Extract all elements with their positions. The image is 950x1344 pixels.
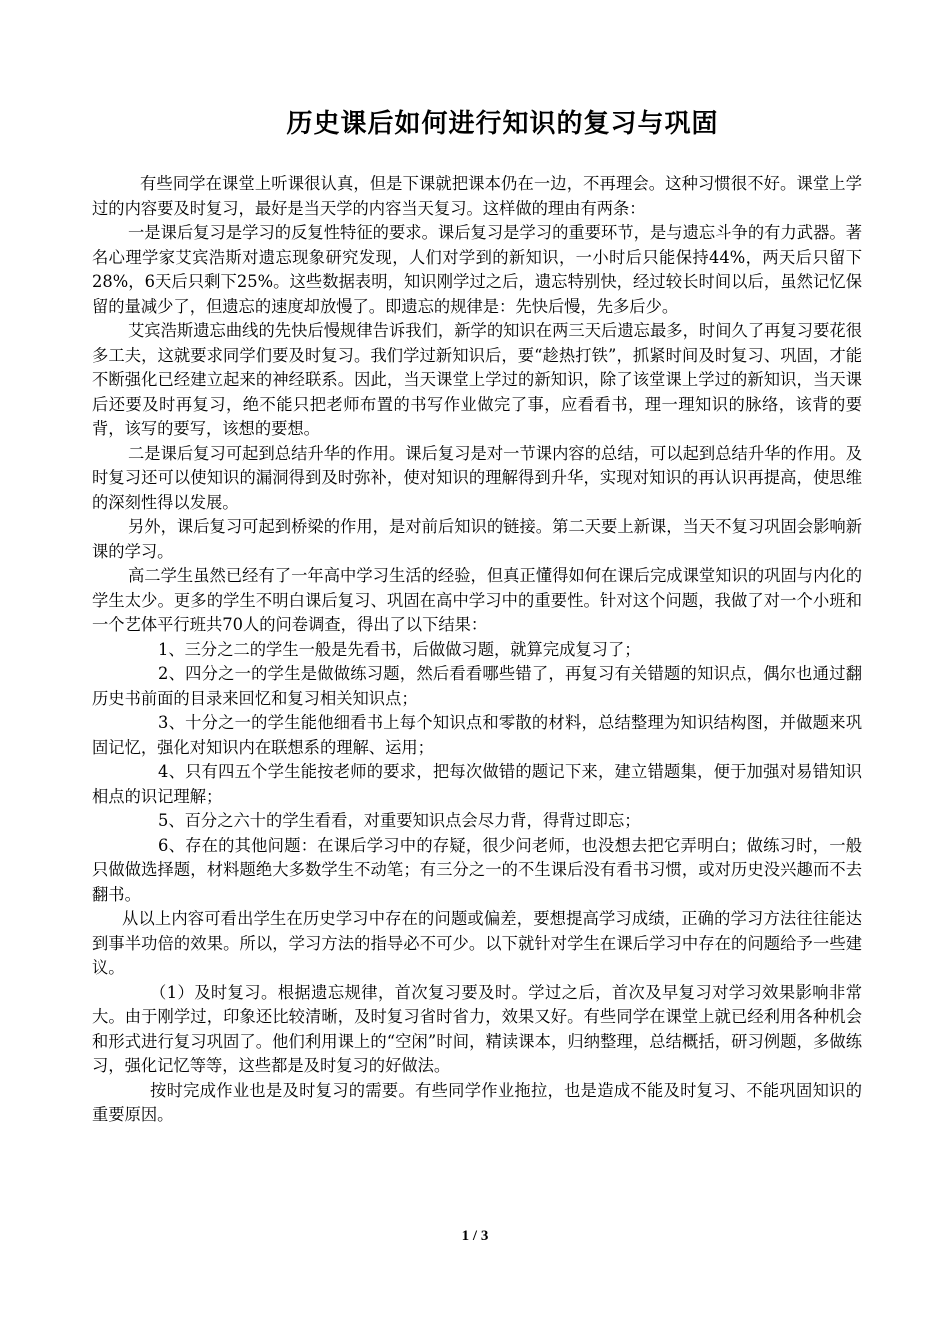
document-body [92,172,862,1128]
paragraph-reason-one: 一是课后复习是学习的反复性特征的要求。课后复习是学习的重要环节，是与遗忘斗争的有力武器。著名心理学家艾宾浩斯对遗忘现象研究发现，人们对学到的新知识，一小时后只能保持44%，两天后只留下28%，6天后只剩下25%。这些数据表明，知识刚学过之后，遗忘特别快，经过较长时间以后，虽然记忆保留的量减少了，但遗忘的速度却放慢了。即遗忘的规律是：先快后慢，先多后少。 [92,223,862,316]
paragraph-homework: 按时完成作业也是及时复习的需要。有些同学作业拖拉，也是造成不能及时复习、不能巩固知识的重要原因。 [92,1080,862,1124]
paragraph-bridge: 另外，课后复习可起到桥梁的作用，是对前后知识的链接。第二天要上新课，当天不复习巩固会影响新课的学习。 [92,517,862,561]
page-number: 1 / 3 [461,1228,489,1244]
paragraph-conclusion: 从以上内容可看出学生在历史学习中存在的问题或偏差，要想提高学习成绩，正确的学习方法往往能达到事半功倍的效果。所以，学习方法的指导必不可少。以下就针对学生在课后学习中存在的问题给予一些建议。 [92,909,862,977]
survey-result-item: 4、只有四五个学生能按老师的要求，把每次做错的题记下来，建立错题集，便于加强对易错知识相点的识记理解； [92,762,862,806]
survey-result-item: 1、三分之二的学生一般是先看书，后做做习题，就算完成复习了； [158,639,641,659]
survey-result-item: 5、百分之六十的学生看看，对重要知识点会尽力背，得背过即忘； [158,811,641,830]
document-title: 历史课后如何进行知识的复习与巩固 [286,109,719,139]
paragraph-suggestion-one: （1）及时复习。根据遗忘规律，首次复习要及时。学过之后，首次及早复习对学习效果影响非常大。由于刚学过，印象还比较清晰，及时复习省时省力，效果又好。有些同学在课堂上就已经利用各种机会和形式进行复习巩固了。他们利用课上的“空闲”时间，精读课本，归纳整理，总结概括，研习例题，多做练习，强化记忆等等，这些都是及时复习的好做法。 [92,982,862,1075]
paragraph-forgetting-curve: 艾宾浩斯遗忘曲线的先快后慢规律告诉我们，新学的知识在两三天后遗忘最多，时间久了再复习要花很多工夫，这就要求同学们要及时复习。我们学过新知识后，要“趁热打铁”，抓紧时间及时复习、巩固，才能不断强化已经建立起来的神经联系。因此，当天课堂上学过的新知识，除了该堂课上学过的新知识，当天课后还要及时再复习，绝不能只把老师布置的书写作业做完了事，应看看书，理一理知识的脉络，该背的要背，该写的要写，该想的要想。 [92,321,862,438]
paragraph-survey: 高二学生虽然已经有了一年高中学习生活的经验，但真正懂得如何在课后完成课堂知识的巩固与内化的学生太少。更多的学生不明白课后复习、巩固在高中学习中的重要性。针对这个问题，我做了对一个小班和一个艺体平行班共70人的问卷调查，得出了以下结果： [92,566,862,634]
paragraph-reason-two: 二是课后复习可起到总结升华的作用。课后复习是对一节课内容的总结，可以起到总结升华的作用。及时复习还可以使知识的漏洞得到及时弥补，使对知识的理解得到升华，实现对知识的再认识再提高，使思维的深刻性得以发展。 [92,443,862,512]
survey-result-item: 3、十分之一的学生能他细看书上每个知识点和零散的材料，总结整理为知识结构图，并做题来巩固记忆，强化对知识内在联想系的理解、运用； [92,713,862,757]
survey-result-item: 2、四分之一的学生是做做练习题，然后看看哪些错了，再复习有关错题的知识点，偶尔也通过翻历史书前面的目录来回忆和复习相关知识点； [92,664,862,708]
survey-result-item: 6、存在的其他问题：在课后学习中的存疑，很少问老师，也没想去把它弄明白；做练习时，一般只做做选择题，材料题绝大多数学生不动笔；有三分之一的不生课后没有看书习惯，或对历史没兴趣而不去翻书。 [92,835,862,904]
paragraph-intro: 有些同学在课堂上听课很认真，但是下课就把课本仍在一边，不再理会。这种习惯很不好。课堂上学过的内容要及时复习，最好是当天学的内容当天复习。这样做的理由有两条： [92,174,862,218]
